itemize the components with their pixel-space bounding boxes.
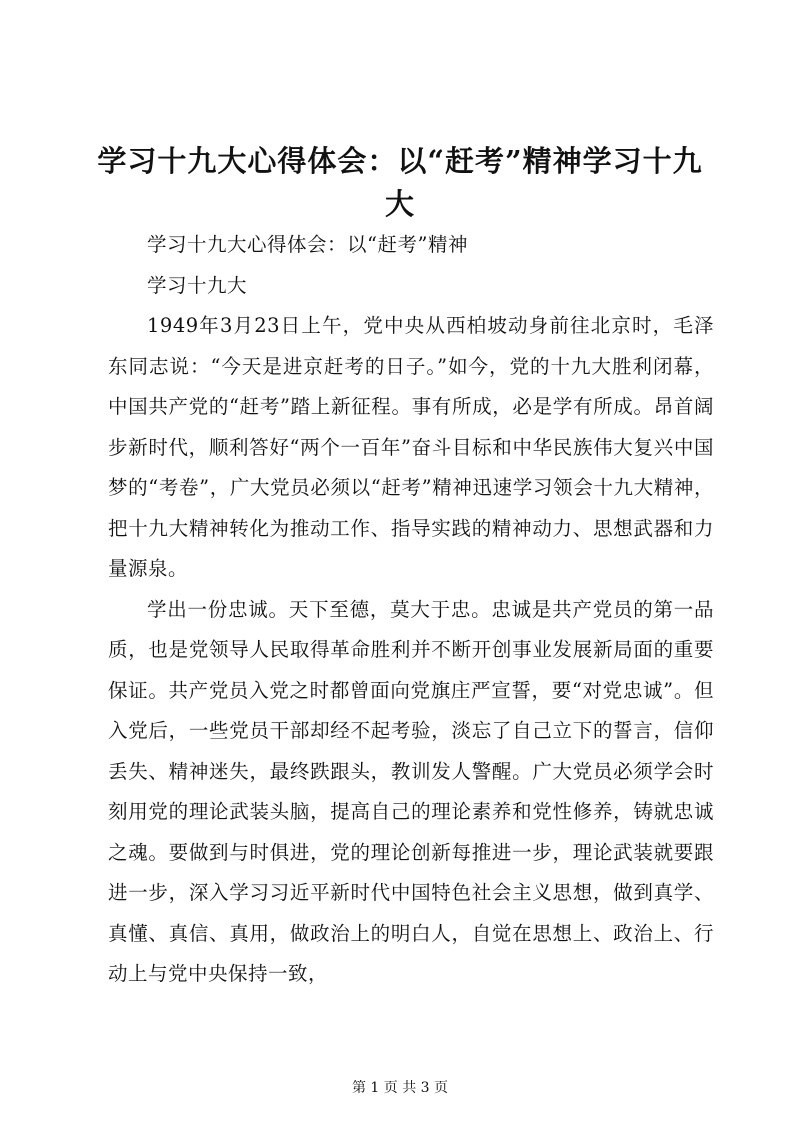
document-body — [108, 225, 714, 995]
body-paragraph-intro: 1949年3月23日上午，党中央从西柏坡动身前往北京时，毛泽东同志说：“今天是进京赶考的日子。”如今，党的十九大胜利闭幕，中国共产党的“赶考”踏上新征程。事有所成，必是学有所成。昂首阔步新时代，顺利答好“两个一百年”奋斗目标和中华民族伟大复兴中国梦的“考卷”，广大党员必须以“赶考”精神迅速学习领会十九大精神，把十九大精神转化为推动工作、指导实践的精神动力、思想武器和力量源泉。 — [108, 314, 714, 580]
document-title: 学习十九大心得体会：以“赶考”精神学习十九大 — [97, 144, 703, 221]
body-paragraph-subtitle: 学习十九大心得体会：以“赶考”精神 — [147, 233, 468, 256]
body-paragraph-subtitle-cont: 学习十九大 — [147, 273, 248, 297]
page-number-footer: 第 1 页 共 3 页 — [351, 1080, 449, 1096]
body-paragraph-loyalty: 学出一份忠诚。天下至德，莫大于忠。忠诚是共产党员的第一品质，也是党领导人民取得革命胜利并不断开创事业发展新局面的重要保证。共产党员入党之时都曾面向党旗庄严宣誓，要“对党忠诚”。但入党后，一些党员干部却经不起考验，淡忘了自己立下的誓言，信仰丢失、精神迷失，最终跌跟头，教训发人警醒。广大党员必须学会时刻用党的理论武装头脑，提高自己的理论素养和党性修养，铸就忠诚之魂。要做到与时俱进，党的理论创新每推进一步，理论武装就要跟进一步，深入学习习近平新时代中国特色社会主义思想，做到真学、真懂、真信、真用，做政治上的明白人，自觉在思想上、政治上、行动上与党中央保持一致， — [108, 597, 714, 985]
